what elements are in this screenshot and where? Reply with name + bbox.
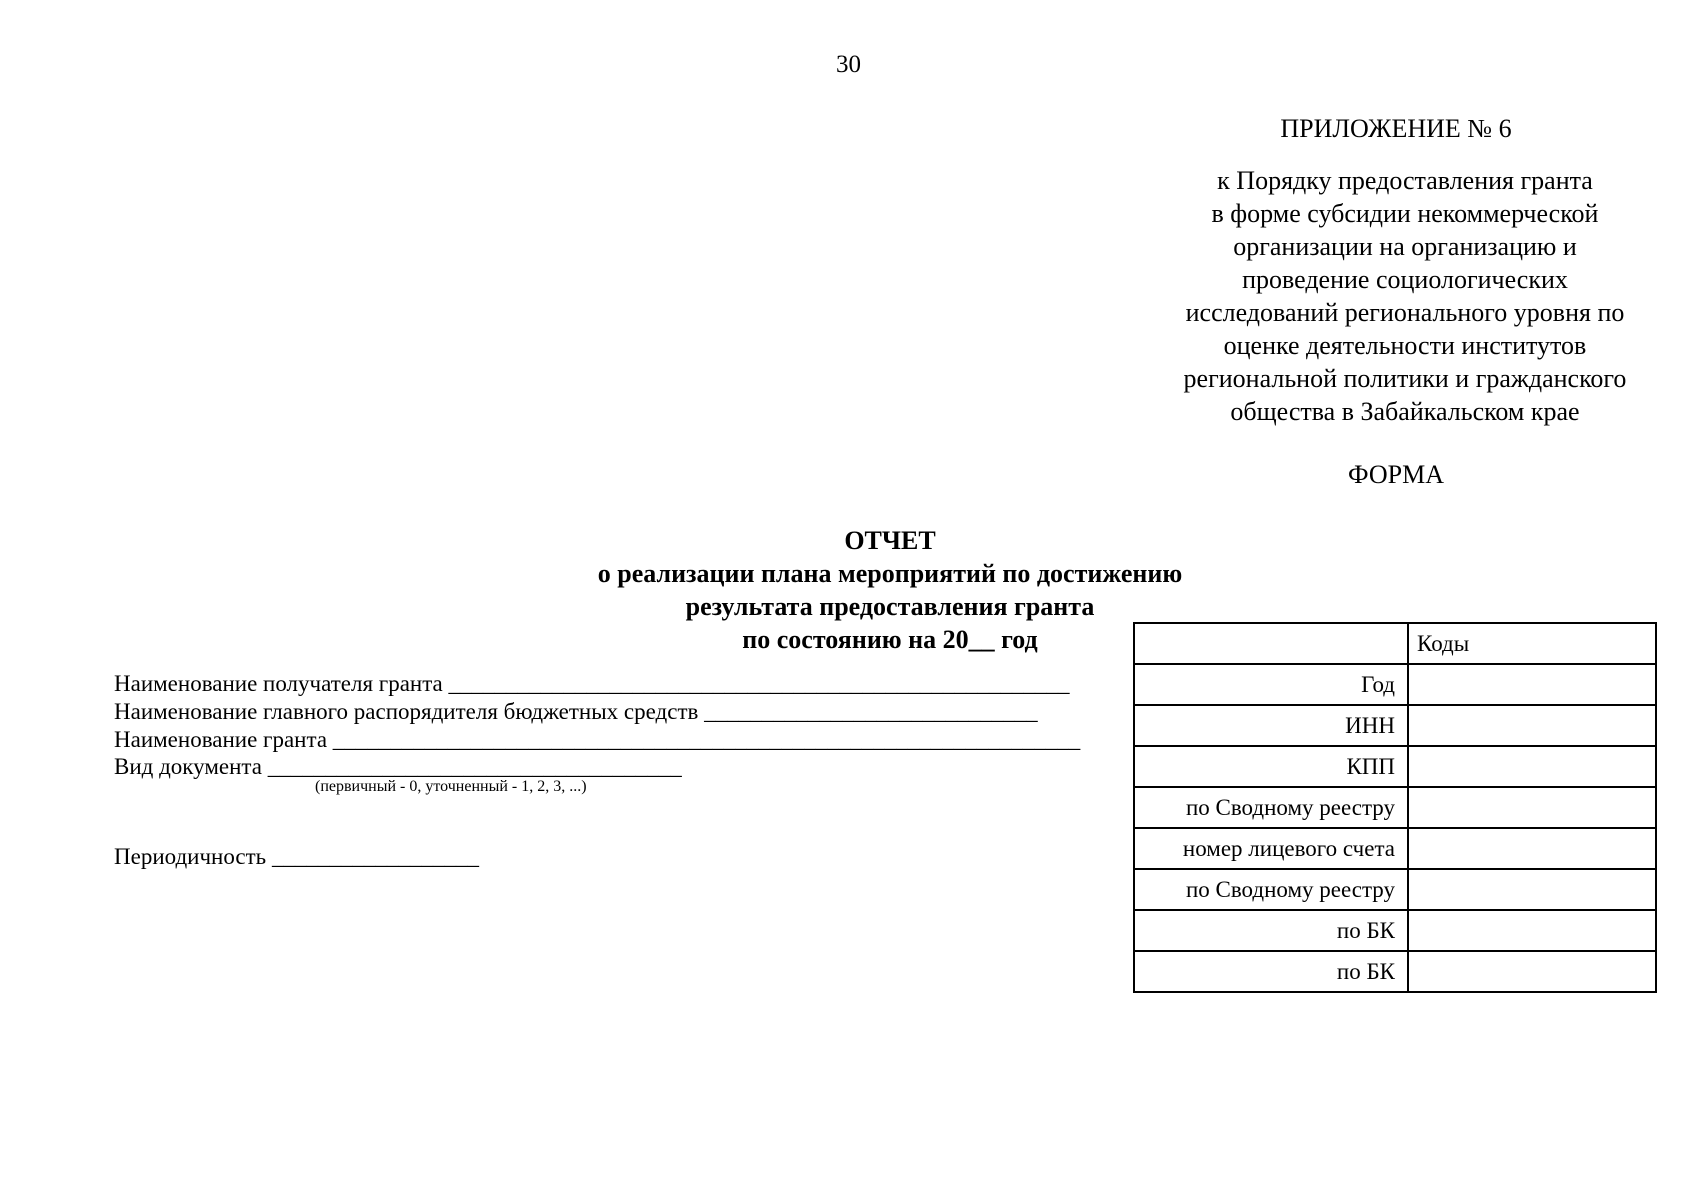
codes-row-account-number <box>1134 828 1656 869</box>
document-type-label: Вид документа <box>114 754 262 779</box>
codes-row-budget-code <box>1134 910 1656 951</box>
grant-name-input-line[interactable]: _________________________________________________________________ <box>332 727 1081 752</box>
code-label-year: Год <box>1134 664 1408 705</box>
codes-table <box>1133 622 1657 993</box>
code-value-budget-code[interactable] <box>1408 910 1656 951</box>
code-label-consolidated-registry-2: по Сводному реестру <box>1134 869 1408 910</box>
appendix-line: проведение социологических <box>1242 265 1568 294</box>
code-label-account-number: номер лицевого счета <box>1134 828 1408 869</box>
code-value-consolidated-registry[interactable] <box>1408 787 1656 828</box>
appendix-line: в форме субсидии некоммерческой <box>1211 199 1599 228</box>
document-type-field <box>114 753 682 781</box>
code-value-inn[interactable] <box>1408 705 1656 746</box>
codes-row-year <box>1134 664 1656 705</box>
report-title-line: по состоянию на 20__ год <box>742 625 1038 654</box>
appendix-line: организации на организацию и <box>1233 232 1577 261</box>
codes-header-cell: Коды <box>1408 623 1656 664</box>
page-number: 30 <box>836 51 861 78</box>
codes-row-inn <box>1134 705 1656 746</box>
code-value-kpp[interactable] <box>1408 746 1656 787</box>
code-label-consolidated-registry: по Сводному реестру <box>1134 787 1408 828</box>
code-value-budget-code-2[interactable] <box>1408 951 1656 992</box>
document-type-input-line[interactable]: ____________________________________ <box>267 754 682 779</box>
budget-manager-label: Наименование главного распорядителя бюджетных средств <box>114 699 699 724</box>
grant-name-label: Наименование гранта <box>114 727 328 752</box>
recipient-label: Наименование получателя гранта <box>114 671 443 696</box>
codes-row-kpp <box>1134 746 1656 787</box>
codes-row-consolidated-registry-2 <box>1134 869 1656 910</box>
appendix-line: региональной политики и гражданского <box>1183 364 1627 393</box>
recipient-field <box>114 670 1070 698</box>
appendix-title: ПРИЛОЖЕНИЕ № 6 <box>1280 114 1512 143</box>
codes-row-consolidated-registry <box>1134 787 1656 828</box>
periodicity-field <box>114 843 479 871</box>
report-title-line: о реализации плана мероприятий по достижению <box>597 559 1183 588</box>
periodicity-label: Периодичность <box>114 844 267 869</box>
code-value-account-number[interactable] <box>1408 828 1656 869</box>
budget-manager-field <box>114 698 1038 726</box>
code-label-kpp: КПП <box>1134 746 1408 787</box>
codes-row-budget-code-2 <box>1134 951 1656 992</box>
appendix-line: общества в Забайкальском крае <box>1230 397 1580 426</box>
grant-name-field <box>114 726 1080 754</box>
report-title-line: ОТЧЕТ <box>844 526 936 555</box>
code-label-budget-code-2: по БК <box>1134 951 1408 992</box>
periodicity-input-line[interactable]: __________________ <box>271 844 479 869</box>
code-value-consolidated-registry-2[interactable] <box>1408 869 1656 910</box>
report-title-line: результата предоставления гранта <box>685 592 1095 621</box>
form-label: ФОРМА <box>1348 460 1444 489</box>
appendix-line: к Порядку предоставления гранта <box>1217 166 1593 195</box>
document-type-hint: (первичный - 0, уточненный - 1, 2, 3, ...) <box>315 778 587 795</box>
code-value-year[interactable] <box>1408 664 1656 705</box>
appendix-description <box>1130 164 1680 428</box>
appendix-line: исследований регионального уровня по <box>1185 298 1625 327</box>
codes-header-empty-cell <box>1134 623 1408 664</box>
recipient-input-line[interactable]: ______________________________________________________ <box>448 671 1070 696</box>
code-label-inn: ИНН <box>1134 705 1408 746</box>
code-label-budget-code: по БК <box>1134 910 1408 951</box>
codes-header-row <box>1134 623 1656 664</box>
budget-manager-input-line[interactable]: _____________________________ <box>704 699 1038 724</box>
appendix-line: оценке деятельности институтов <box>1223 331 1587 360</box>
